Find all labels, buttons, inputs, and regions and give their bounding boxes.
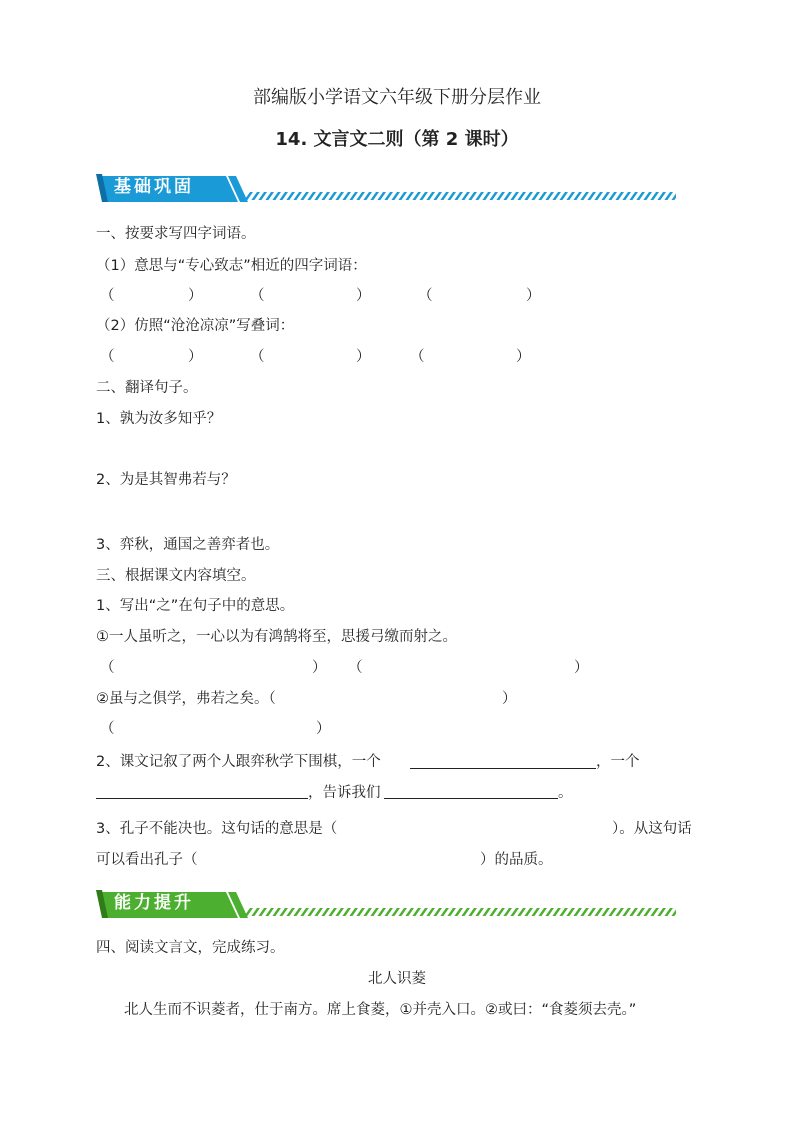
paren-close: ） <box>188 349 203 365</box>
paren-close: ） <box>526 288 541 304</box>
section-banner-basic <box>96 172 676 206</box>
section-label-basic: 基础巩固 <box>114 177 194 197</box>
paren-open: （ <box>250 288 265 304</box>
q3-item-2-part-a: 2、课文记叙了两个人跟弈秋学下围棋，一个 <box>96 754 381 770</box>
q3-item-2-part-d: 。 <box>558 785 573 801</box>
paren-close: ） <box>502 691 517 707</box>
paren-open: （ <box>100 349 115 365</box>
q3-item-2-part-b: ，一个 <box>596 754 640 770</box>
section-banner-advanced <box>96 888 676 922</box>
paren-close: ） <box>516 349 531 365</box>
paren-open: （ <box>250 349 265 365</box>
answer-blank[interactable] <box>384 798 558 799</box>
paren-open: （ <box>100 721 115 737</box>
paren-close: ） <box>356 349 371 365</box>
paren-open: （ <box>100 288 115 304</box>
q2-sentence-2: 2、为是其智弗若与？ <box>96 472 236 488</box>
q4-heading: 四、阅读文言文，完成练习。 <box>96 940 285 956</box>
answer-blank[interactable] <box>410 768 596 769</box>
paren-close: ） <box>574 660 589 676</box>
page-title: 部编版小学语文六年级下册分层作业 <box>253 87 541 108</box>
passage-title: 北人识菱 <box>368 971 426 987</box>
paren-open: （ <box>348 660 363 676</box>
q3-item-3-part-a: 3、孔子不能决也。这句话的意思是（ <box>96 821 338 837</box>
q3-sentence-2: ②虽与之俱学，弗若之矣。（ <box>96 691 276 707</box>
paren-open: （ <box>410 349 425 365</box>
paren-close: ） <box>316 721 331 737</box>
q3-item-1: 1、写出“之”在句子中的意思。 <box>96 598 295 614</box>
q3-heading: 三、根据课文内容填空。 <box>96 568 256 584</box>
lesson-title: 14. 文言文二则（第 2 课时） <box>275 129 519 150</box>
paren-close: ） <box>312 660 327 676</box>
q3-item-3-part-d: ）的品质。 <box>480 852 553 868</box>
q3-item-2-part-c: ，告诉我们 <box>308 785 381 801</box>
q3-sentence-1: ①一人虽听之，一心以为有鸿鹄将至，思援弓缴而射之。 <box>96 629 457 645</box>
q2-sentence-3: 3、弈秋，通国之善弈者也。 <box>96 537 280 553</box>
paren-open: （ <box>418 288 433 304</box>
q1-part1: （1）意思与“专心致志”相近的四字词语： <box>96 258 367 274</box>
q3-item-3-part-b: ）。从这句话 <box>612 821 692 837</box>
q2-sentence-1: 1、孰为汝多知乎？ <box>96 411 222 427</box>
paren-open: （ <box>100 660 115 676</box>
answer-blank[interactable] <box>96 798 308 799</box>
q3-item-3-part-c: 可以看出孔子（ <box>96 852 198 868</box>
q1-part2: （2）仿照“沧沧凉凉”写叠词： <box>96 318 295 334</box>
section-label-advanced: 能力提升 <box>114 893 194 913</box>
passage-text: 北人生而不识菱者，仕于南方。席上食菱，①并壳入口。②或曰：“食菱须去壳。” <box>124 1002 637 1018</box>
q2-heading: 二、翻译句子。 <box>96 380 198 396</box>
q1-heading: 一、按要求写四字词语。 <box>96 226 256 242</box>
paren-close: ） <box>356 288 371 304</box>
paren-close: ） <box>188 288 203 304</box>
